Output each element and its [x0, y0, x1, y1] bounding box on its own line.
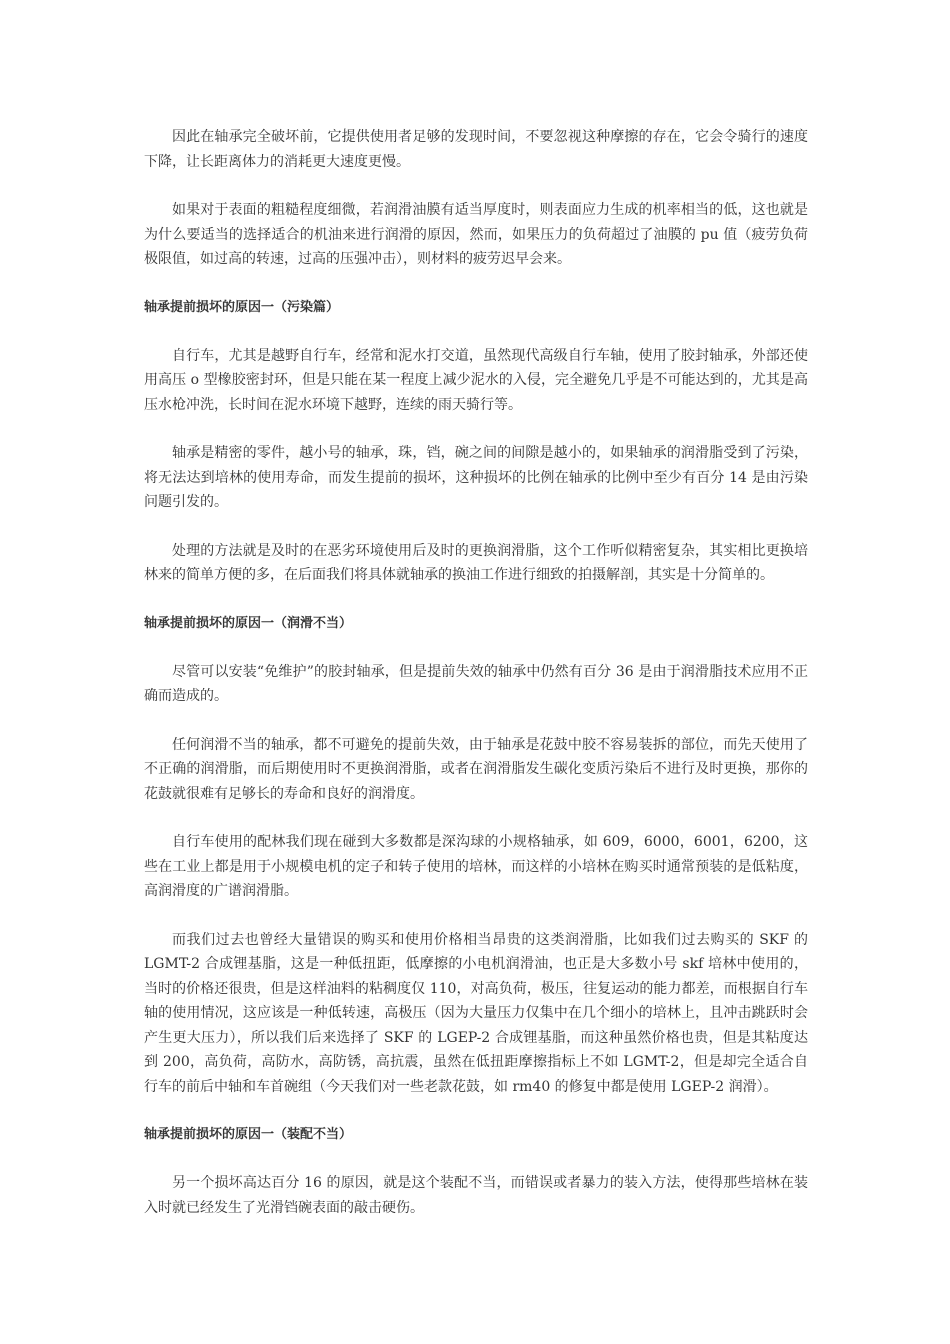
paragraph: 因此在轴承完全破坏前，它提供使用者足够的发现时间，不要忽视这种摩擦的存在，它会令骑行的速度下降，让长距离体力的消耗更大速度更慢。: [144, 129, 808, 170]
paragraph: 尽管可以安装“免维护”的胶封轴承，但是提前失效的轴承中仍然有百分 36 是由于润滑脂技术应用不正确而造成的。: [144, 663, 808, 704]
paragraph: 另一个损坏高达百分 16 的原因，就是这个装配不当，而错误或者暴力的装入方法，使得那些培林在装入时就已经发生了光滑铛碗表面的敲击硬伤。: [144, 1175, 808, 1216]
paragraph: 轴承是精密的零件，越小号的轴承，珠，铛，碗之间的间隙是越小的，如果轴承的润滑脂受到了污染，将无法达到培林的使用寿命，而发生提前的损坏，这种损坏的比例在轴承的比例中至少有百分 14 是由污染问题引发的。: [144, 445, 808, 510]
section-heading-lubrication: 轴承提前损坏的原因一（润滑不当）: [144, 615, 353, 631]
paragraph: 任何润滑不当的轴承，都不可避免的提前失效，由于轴承是花鼓中胶不容易装拆的部位，而先天使用了不正确的润滑脂，而后期使用时不更换润滑脂，或者在润滑脂发生碳化变质污染后不进行及时更换，那你的花鼓就很难有足够长的寿命和良好的润滑度。: [144, 736, 808, 802]
paragraph: 自行车使用的配林我们现在碰到大多数都是深沟球的小规格轴承，如 609，6000，6001，6200，这些在工业上都是用于小规模电机的定子和转子使用的培林，而这样的小培林在购买时通常预装的是低粘度，高润滑度的广谱润滑脂。: [144, 834, 808, 899]
paragraph: 而我们过去也曾经大量错误的购买和使用价格相当昂贵的这类润滑脂，比如我们过去购买的 SKF 的 LGMT-2 合成锂基脂，这是一种低扭距，低摩擦的小电机润滑油，也正是大多数小号 skf 培林中使用的，当时的价格还很贵，但是这样油料的粘稠度仅 110，对高负荷，极压，往复运动的能力都差，而根据自行车轴的使用情况，这应该是一种低转速，高极压（因为大量压力仅集中在几个细小的培林上，且冲击跳跃时会产生更大压力），所以我们后来选择了 SKF 的 LGEP-2 合成锂基脂，而这种虽然价格也贵，但是其粘度达到 200，高负荷，高防水，高防锈，高抗震，虽然在低扭距摩擦指标上不如 LGMT-2，但是却完全适合自行车的前后中轴和车首碗组（今天我们对一些老款花鼓，如 rm40 的修复中都是使用 LGEP-2 润滑）。: [144, 931, 808, 1095]
document-body: [144, 125, 808, 1244]
paragraph: 如果对于表面的粗糙程度细微，若润滑油膜有适当厚度时，则表面应力生成的机率相当的低，这也就是为什么要适当的选择适合的机油来进行润滑的原因，然而，如果压力的负荷超过了油膜的 pu 值（疲劳负荷极限值，如过高的转速，过高的压强冲击），则材料的疲劳迟早会来。: [144, 202, 808, 267]
section-heading-assembly: 轴承提前损坏的原因一（装配不当）: [144, 1127, 353, 1142]
section-heading-contamination: 轴承提前损坏的原因一（污染篇）: [144, 299, 340, 315]
paragraph: 自行车，尤其是越野自行车，经常和泥水打交道，虽然现代高级自行车轴，使用了胶封轴承，外部还使用高压 o 型橡胶密封环，但是只能在某一程度上减少泥水的入侵，完全避免几乎是不可能达到的，尤其是高压水枪冲洗，长时间在泥水环境下越野，连续的雨天骑行等。: [144, 347, 808, 413]
paragraph: 处理的方法就是及时的在恶劣环境使用后及时的更换润滑脂，这个工作听似精密复杂，其实相比更换培林来的简单方便的多，在后面我们将具体就轴承的换油工作进行细致的拍摄解剖，其实是十分简单的。: [144, 542, 808, 583]
